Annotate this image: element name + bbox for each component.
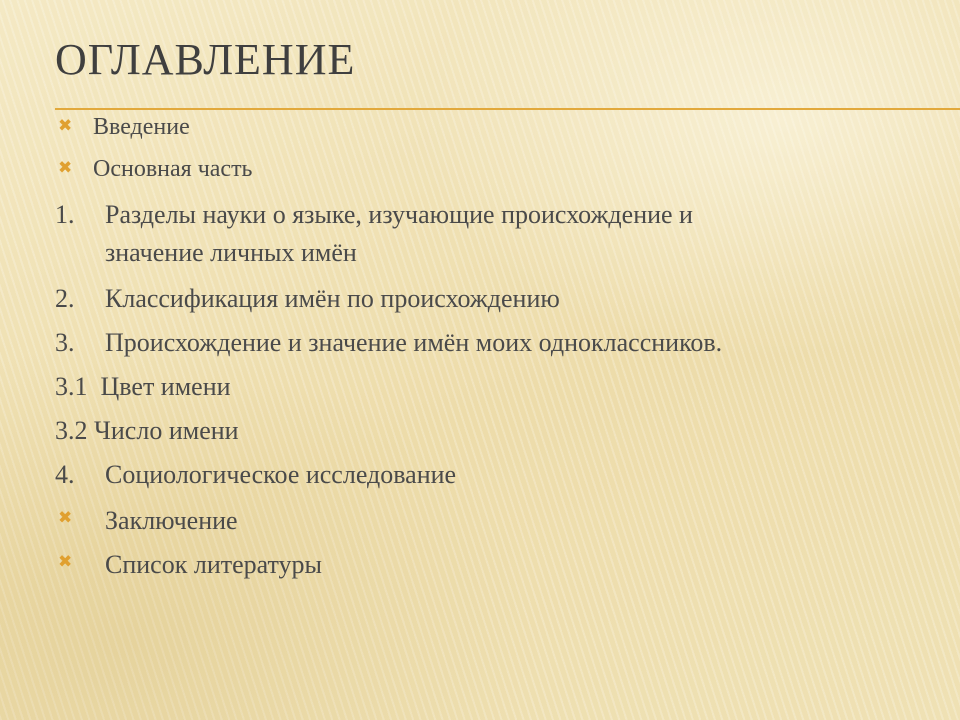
bullet-x-icon: ✖ bbox=[58, 158, 73, 177]
toc-item-line: значение личных имён bbox=[105, 238, 357, 267]
toc-item-line: Разделы науки о языке, изучающие происхождение и bbox=[105, 200, 693, 229]
bullet-x-icon: ✖ bbox=[58, 116, 73, 135]
toc-item-label: Классификация имён по происхождению bbox=[105, 284, 560, 313]
toc-item-label: 3.2 Число имени bbox=[55, 416, 239, 445]
toc-item-label: Заключение bbox=[105, 506, 238, 535]
toc-item-label: 3.1 Цвет имени bbox=[55, 372, 231, 401]
toc-item-label: Социологическое исследование bbox=[105, 460, 457, 489]
toc-item-label bbox=[105, 196, 693, 272]
slide-title: ОГЛАВЛЕНИЕ bbox=[55, 35, 356, 84]
bullet-x-icon: ✖ bbox=[58, 552, 73, 571]
toc-item-label: Список литературы bbox=[105, 550, 322, 579]
bullet-x-icon: ✖ bbox=[58, 508, 73, 527]
item-number: 3. bbox=[55, 328, 75, 357]
item-number: 1. bbox=[55, 200, 75, 229]
toc-item-label: Происхождение и значение имён моих одноклассников. bbox=[105, 328, 723, 357]
item-number: 2. bbox=[55, 284, 75, 313]
title-divider bbox=[55, 108, 960, 110]
toc-item-label: Основная часть bbox=[93, 156, 253, 182]
toc-item-label: Введение bbox=[93, 114, 190, 140]
item-number: 4. bbox=[55, 460, 75, 489]
